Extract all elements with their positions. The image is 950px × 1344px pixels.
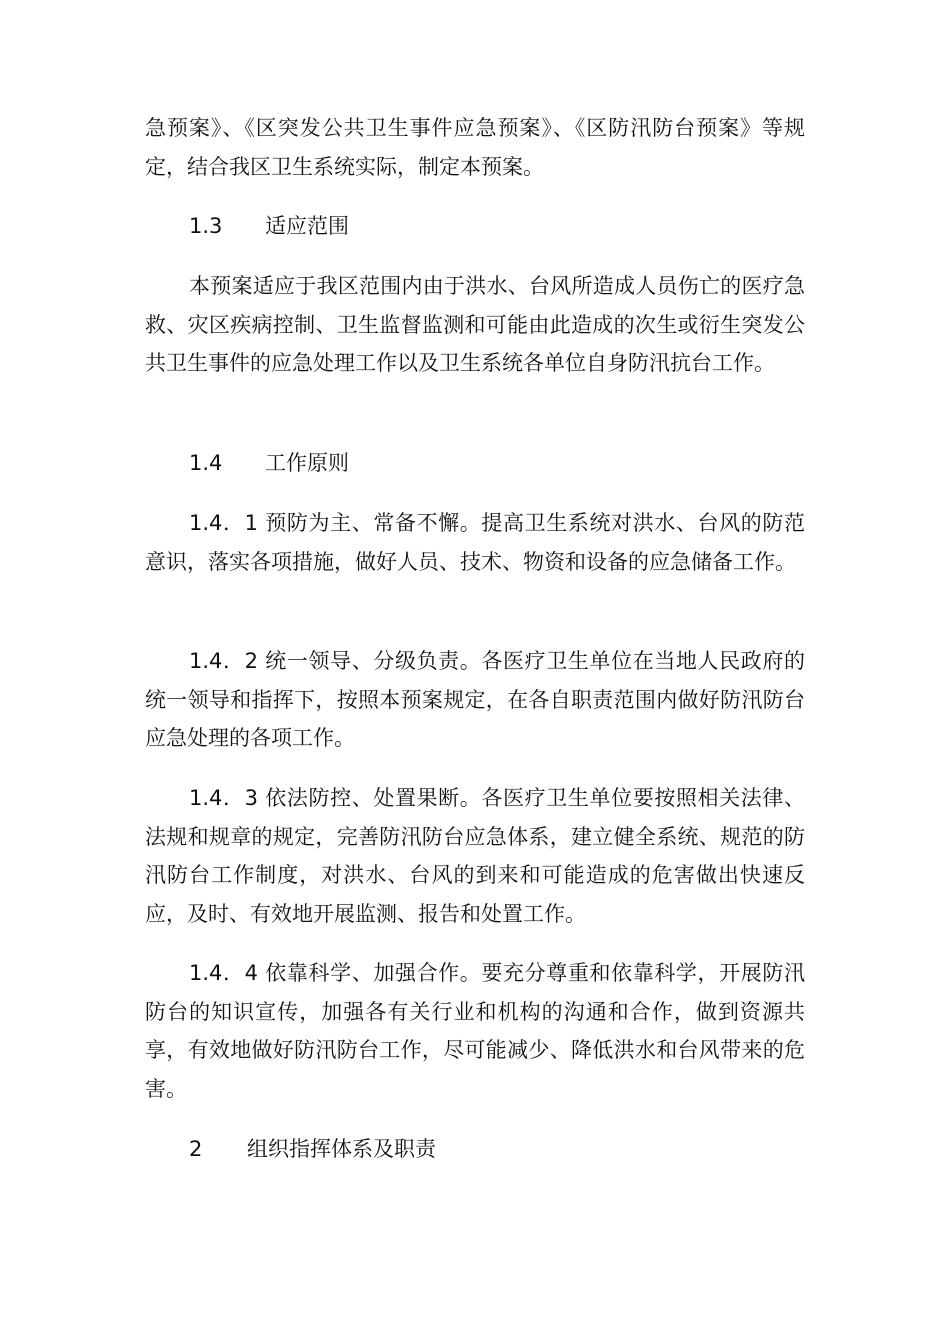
section-title: 组织指挥体系及职责	[247, 1137, 436, 1161]
section-title: 适应范围	[265, 214, 349, 238]
intro-paragraph: 急预案》、《区突发公共卫生事件应急预案》、《区防汛防台预案》等规定，结合我区卫生系统实际，制定本预案。	[145, 116, 805, 179]
section-title: 工作原则	[265, 451, 349, 475]
principle-item-3: 1.4．3 依法防控、处置果断。各医疗卫生单位要按照相关法律、法规和规章的规定，完善防汛防台应急体系，建立健全系统、规范的防汛防台工作制度，对洪水、台风的到来和可能造成的危害做出快速反应，及时、有效地开展监测、报告和处置工作。	[145, 786, 805, 926]
section-number: 2	[189, 1137, 203, 1161]
section-heading-1-3	[189, 207, 349, 245]
section-heading-2	[189, 1130, 436, 1168]
section-1-3-body: 本预案适应于我区范围内由于洪水、台风所造成人员伤亡的医疗急救、灾区疾病控制、卫生监督监测和可能由此造成的次生或衍生突发公共卫生事件的应急处理工作以及卫生系统各单位自身防汛抗台工作。	[145, 274, 805, 375]
principle-item-2: 1.4．2 统一领导、分级负责。各医疗卫生单位在当地人民政府的统一领导和指挥下，按照本预案规定，在各自职责范围内做好防汛防台应急处理的各项工作。	[145, 649, 805, 750]
section-number: 1.3	[189, 214, 223, 238]
section-number: 1.4	[189, 451, 223, 475]
principle-item-4: 1.4．4 依靠科学、加强合作。要充分尊重和依靠科学，开展防汛防台的知识宣传，加强各有关行业和机构的沟通和合作，做到资源共享，有效地做好防汛防台工作，尽可能减少、降低洪水和台风带来的危害。	[145, 961, 805, 1101]
section-heading-1-4	[189, 444, 349, 482]
principle-item-1: 1.4．1 预防为主、常备不懈。提高卫生系统对洪水、台风的防范意识，落实各项措施，做好人员、技术、物资和设备的应急储备工作。	[145, 511, 805, 574]
